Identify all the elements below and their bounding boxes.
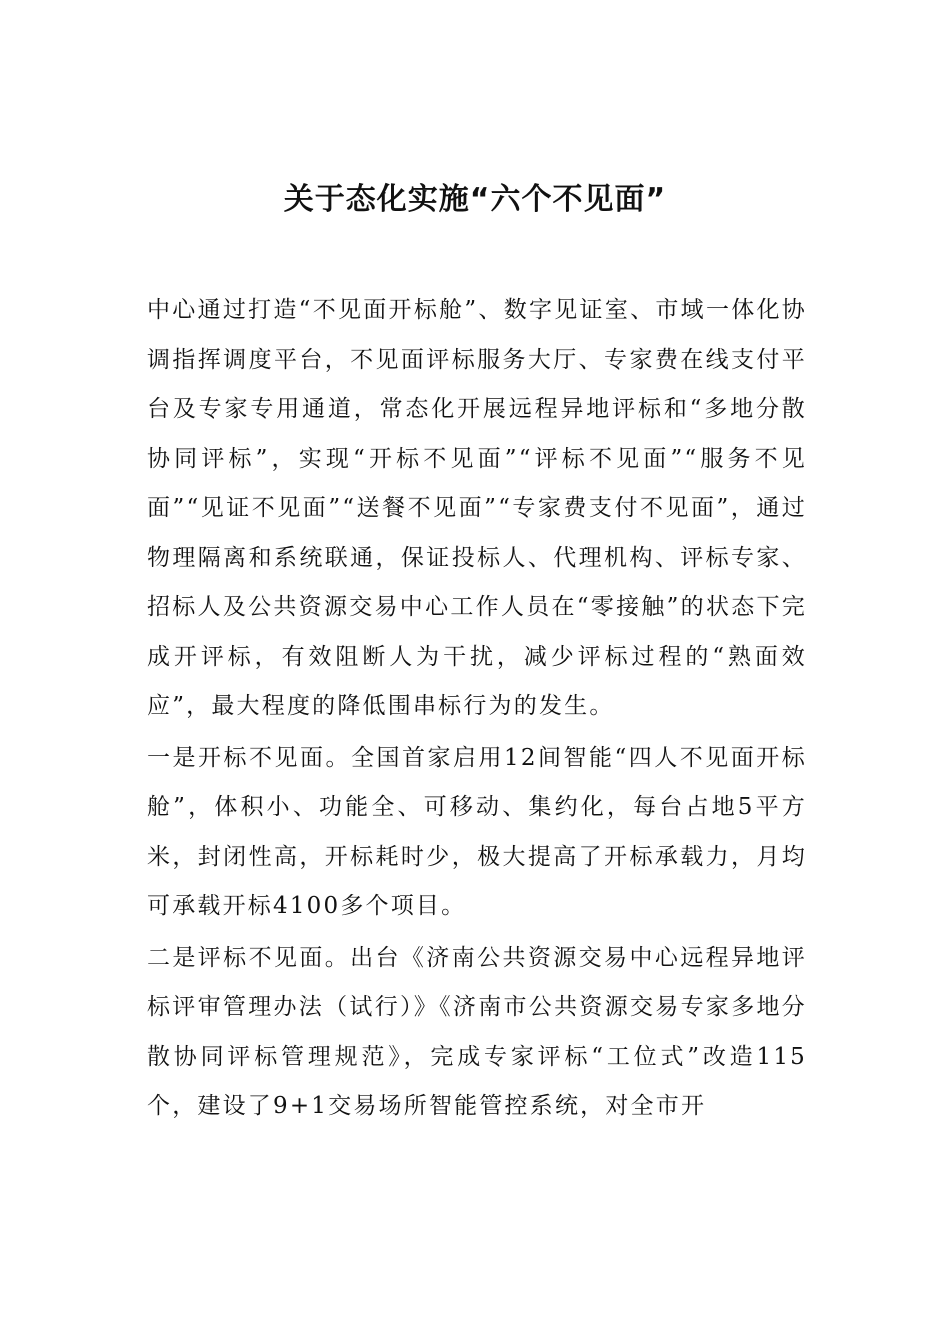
paragraph-opening-no-contact: 一是开标不见面。全国首家启用12间智能“四人不见面开标舱”，体积小、功能全、可移动、集约化，每台占地5平方米，封闭性高，开标耗时少，极大提高了开标承载力，月均可承载开标4100多个项目。 xyxy=(147,744,807,919)
document-body xyxy=(147,286,807,1132)
document-title: 关于态化实施“六个不见面” xyxy=(283,182,667,218)
paragraph-evaluation-no-contact: 二是评标不见面。出台《济南公共资源交易中心远程异地评标评审管理办法（试行）》《济南市公共资源交易专家多地分散协同评标管理规范》，完成专家评标“工位式”改造115个，建设了9+1交易场所智能管控系统，对全市开 xyxy=(147,944,807,1119)
paragraph-intro: 中心通过打造“不见面开标舱”、数字见证室、市域一体化协调指挥调度平台，不见面评标服务大厅、专家费在线支付平台及专家专用通道，常态化开展远程异地评标和“多地分散协同评标”，实现“开标不见面”“评标不见面”“服务不见面”“见证不见面”“送餐不见面”“专家费支付不见面”，通过物理隔离和系统联通，保证投标人、代理机构、评标专家、招标人及公共资源交易中心工作人员在“零接触”的状态下完成开评标，有效阻断人为干扰，减少评标过程的“熟面效应”，最大程度的降低围串标行为的发生。 xyxy=(147,297,807,719)
